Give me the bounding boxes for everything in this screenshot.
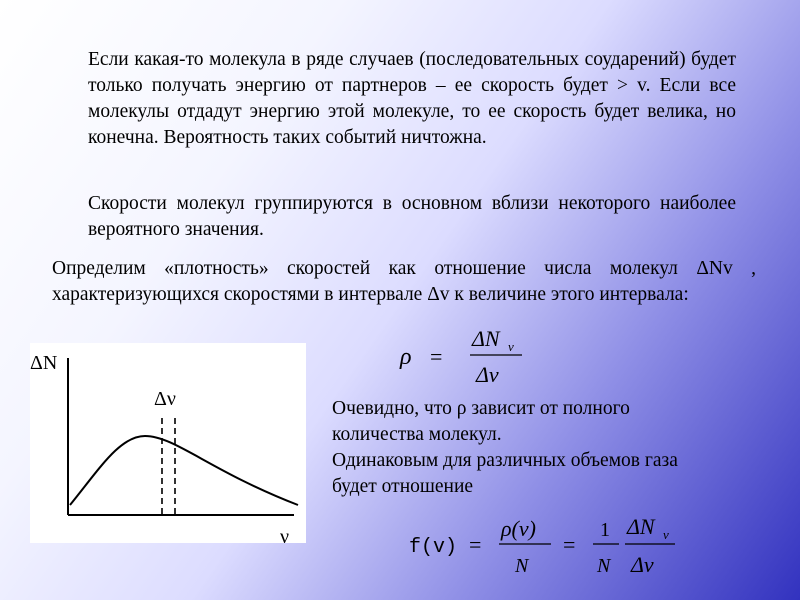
paragraph-most-probable-speed: Скорости молекул группируются в основном вблизи некоторого наиболее вероятного значения. [88,193,736,240]
equals-sign: = [430,344,443,369]
density-formula-svg [398,322,528,392]
density-formula [398,322,528,392]
distribution-curve [70,436,298,505]
n-denominator-1: N [515,555,529,577]
rho-of-v: ρ(v) [501,516,536,541]
equals-sign-1: = [469,532,482,557]
numerator-subscript: v [508,339,514,354]
equals-sign-2: = [563,532,576,557]
rho-symbol: ρ [400,344,412,370]
distribution-graph-svg [30,343,306,543]
delta-n-numerator-2: ΔN [627,514,655,539]
note-line-4: будет отношение [332,476,474,497]
distribution-graph [30,343,306,543]
distribution-function-svg [405,512,695,582]
numerator-subscript-2: v [663,527,669,542]
x-axis-label: ν [280,526,290,543]
delta-n-numerator: ΔN [472,326,500,351]
note-line-2: количества молекул. [332,424,502,445]
distribution-function-formula [405,512,695,582]
one-numerator: 1 [600,519,610,541]
note-line-1: Очевидно, что ρ зависит от полного [332,398,630,419]
interval-label: Δν [154,388,176,410]
n-denominator-2: N [597,555,611,577]
note-line-3: Одинаковым для различных объемов газа [332,450,678,471]
delta-v-denominator-2: Δv [631,552,654,577]
delta-v-denominator: Δv [476,362,499,387]
y-axis-label: ΔN [30,352,58,374]
f-of-v: f(v) [409,536,458,559]
paragraph-density-definition: Определим «плотность» скоростей как отношение числа молекул ΔNv , характеризующихся скоростями в интервале Δv к величине этого интервала: [52,258,756,305]
paragraph-molecule-energy: Если какая-то молекула в ряде случаев (последовательных соударений) будет только получать энергию от партнеров – ее скорость будет > v. Если все молекулы отдадут энергию этой молекуле, то ее скорость будет велика, но конечна. Вероятность таких событий ничтожна. [88,49,736,148]
